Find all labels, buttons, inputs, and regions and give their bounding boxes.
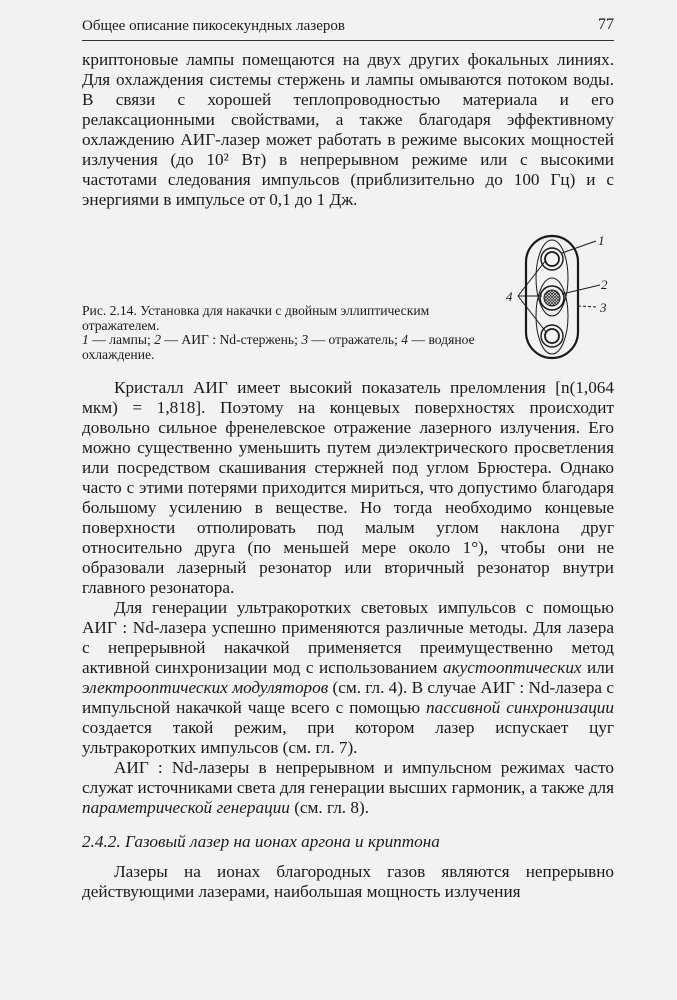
label-4: 4 [506,289,513,304]
caption-item-3-num: 3 [301,332,309,347]
paragraph-5: Лазеры на ионах благородных газов являются непрерывно действующими лазерами, наибольшая мощность излучения [82,862,614,901]
caption-title: Рис. 2.14. Установка для накачки с двойным эллиптическим отражателем. [82,303,430,333]
p4-text-a: АИГ : Nd-лазеры в непрерывном и импульсном режимах часто служат источниками света для генерации высших гармоник, а также для [82,758,614,797]
caption-item-2-num: 2 [154,332,161,347]
caption-item-4-text: — водяное охлаждение. [82,332,475,362]
p3-emph-2: электрооптических модуляторов [82,678,329,697]
caption-item-4-num: 4 [401,332,409,347]
running-header [82,16,614,41]
paragraph-2: Кристалл АИГ имеет высокий показатель преломления [n(1,064 мкм) = 1,818]. Поэтому на концевых поверхностях происходит довольно сильное френелевское отражение лазерного излучения. Его можно существенно уменьшить путем диэлектрического просветления или посредством скашивания стержней под углом Брюстера. Однако часто с этими потерями приходится мириться, что допустимо благодаря большому усилению в веществе. Но тогда необходимо концевые поверхности отполировать под малым углом наклона друг относительно друга (по меньшей мере около 1°), чтобы они не образовали лазерный резонатор или вторичный резонатор внутри главного резонатора. [82,378,614,597]
caption-item-1-num: 1 [82,332,89,347]
paragraph-4 [82,758,614,818]
lamp-top-inner [545,252,559,266]
p3-emph-1: акустооптических [442,658,582,677]
caption-item-2-text: — АИГ : Nd-стержень; [161,332,302,347]
lamp-bottom-inner [545,329,559,343]
p3-text-a: Для генерации ультракоротких световых импульсов с помощью АИГ : Nd-лазера успешно применяются различные методы. Для лазера с непрерывной накачкой применяется преимущественно метод активной синхронизации мод с использованием [82,598,614,677]
section-heading: 2.4.2. Газовый лазер на ионах аргона и криптона [82,832,440,851]
p3-text-d: создается такой режим, при котором лазер испускает цуг ультракоротких импульсов (см. гл. 7). [82,718,614,757]
p3-emph-3: пассивной синхронизации [426,698,614,717]
p4-emph: параметрической генерации [82,798,290,817]
label-2: 2 [601,277,608,292]
caption-item-1-text: — лампы; [88,332,155,347]
paragraph-1: криптоновые лампы помещаются на двух других фокальных линиях. Для охлаждения системы стержень и лампы омываются потоком воды. В связи с хорошей теплопроводностью материала и его релаксационными свойствами, а также благодаря эффективному охлаждению АИГ-лазер может работать в режиме высоких мощностей излучения (до 10² Вт) в непрерывном режиме или с высокими частотами следования импульсов (приблизительно до 100 Гц) и с энергиями в импульсе от 0,1 до 1 Дж. [82,50,614,209]
p3-text-c: (см. гл. 4). В случае АИГ : Nd-лазера с импульсной накачкой чаще всего с помощью [82,678,614,717]
figure-caption [82,304,490,362]
paragraph-3 [82,598,614,758]
leader-3 [578,306,598,307]
p3-text-b: или [581,658,614,677]
leader-1 [562,241,596,253]
page-number: 77 [598,16,614,33]
header-title: Общее описание пикосекундных лазеров [82,18,345,34]
caption-item-3-text: — отражатель; [308,332,402,347]
pump-reflector-figure [504,228,616,366]
leader-4c [518,296,546,332]
label-1: 1 [598,233,605,248]
p4-text-b: (см. гл. 8). [289,798,369,817]
nd-rod [544,290,560,306]
label-3: 3 [600,300,607,315]
